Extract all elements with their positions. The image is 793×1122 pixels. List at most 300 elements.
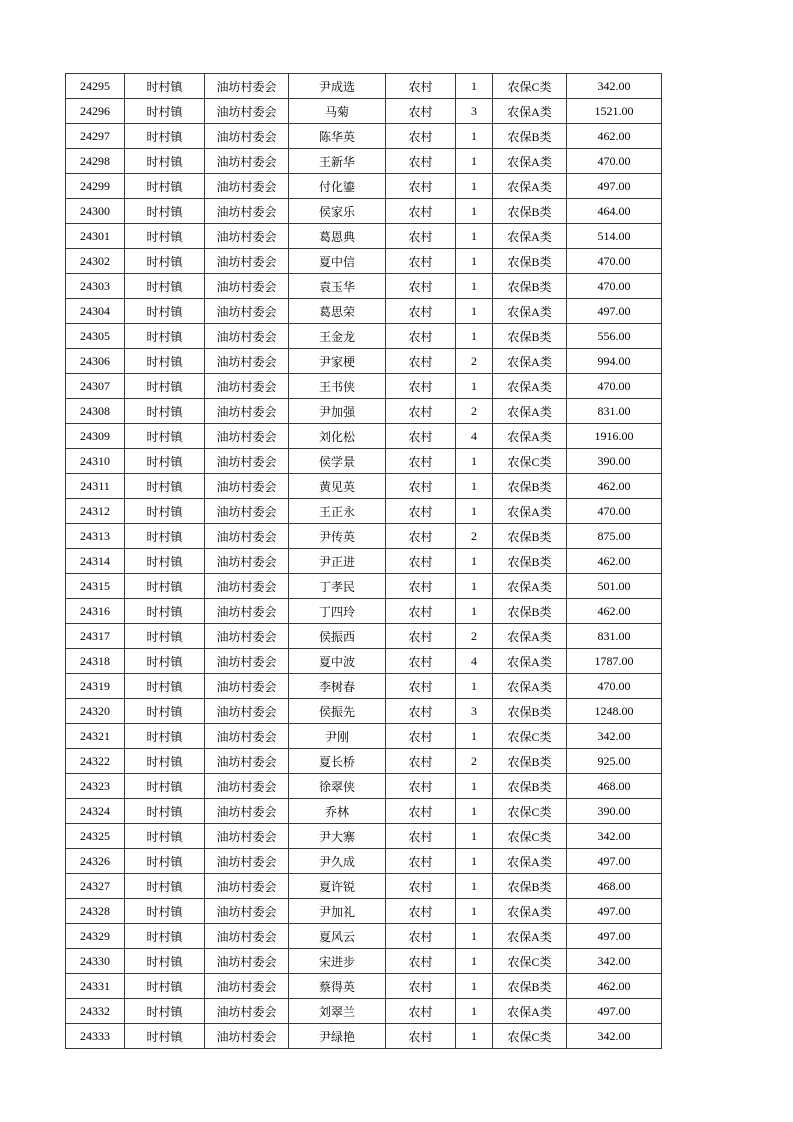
cell-name: 夏长桥 (289, 749, 386, 774)
cell-village: 油坊村委会 (205, 774, 289, 799)
cell-count: 1 (456, 274, 493, 299)
cell-amount: 462.00 (567, 599, 662, 624)
cell-residence: 农村 (386, 799, 456, 824)
cell-village: 油坊村委会 (205, 249, 289, 274)
table-row (66, 124, 662, 149)
cell-residence: 农村 (386, 74, 456, 99)
cell-name: 尹刚 (289, 724, 386, 749)
cell-count: 1 (456, 499, 493, 524)
table-row (66, 899, 662, 924)
cell-residence: 农村 (386, 424, 456, 449)
cell-residence: 农村 (386, 749, 456, 774)
cell-village: 油坊村委会 (205, 974, 289, 999)
cell-name: 宋进步 (289, 949, 386, 974)
cell-village: 油坊村委会 (205, 749, 289, 774)
table-row (66, 849, 662, 874)
cell-id: 24300 (66, 199, 125, 224)
cell-name: 尹加强 (289, 399, 386, 424)
cell-category: 农保B类 (493, 699, 567, 724)
cell-residence: 农村 (386, 699, 456, 724)
cell-count: 1 (456, 449, 493, 474)
cell-town: 时村镇 (125, 624, 205, 649)
table-row (66, 324, 662, 349)
cell-count: 4 (456, 424, 493, 449)
cell-village: 油坊村委会 (205, 874, 289, 899)
cell-village: 油坊村委会 (205, 399, 289, 424)
cell-category: 农保A类 (493, 999, 567, 1024)
cell-count: 1 (456, 249, 493, 274)
table-row (66, 1024, 662, 1049)
cell-town: 时村镇 (125, 649, 205, 674)
cell-category: 农保A类 (493, 349, 567, 374)
cell-amount: 497.00 (567, 899, 662, 924)
table-row (66, 724, 662, 749)
cell-amount: 1787.00 (567, 649, 662, 674)
cell-town: 时村镇 (125, 249, 205, 274)
cell-residence: 农村 (386, 899, 456, 924)
cell-category: 农保A类 (493, 624, 567, 649)
table-row (66, 949, 662, 974)
cell-town: 时村镇 (125, 874, 205, 899)
cell-village: 油坊村委会 (205, 449, 289, 474)
cell-residence: 农村 (386, 349, 456, 374)
cell-category: 农保B类 (493, 599, 567, 624)
cell-category: 农保B类 (493, 874, 567, 899)
cell-id: 24296 (66, 99, 125, 124)
cell-id: 24333 (66, 1024, 125, 1049)
cell-category: 农保A类 (493, 374, 567, 399)
cell-count: 1 (456, 849, 493, 874)
cell-count: 2 (456, 349, 493, 374)
cell-town: 时村镇 (125, 724, 205, 749)
cell-residence: 农村 (386, 549, 456, 574)
cell-town: 时村镇 (125, 699, 205, 724)
cell-id: 24298 (66, 149, 125, 174)
cell-category: 农保A类 (493, 899, 567, 924)
cell-amount: 342.00 (567, 724, 662, 749)
table-row (66, 449, 662, 474)
cell-count: 1 (456, 674, 493, 699)
cell-count: 1 (456, 74, 493, 99)
cell-amount: 462.00 (567, 124, 662, 149)
cell-residence: 农村 (386, 324, 456, 349)
cell-id: 24299 (66, 174, 125, 199)
cell-residence: 农村 (386, 299, 456, 324)
cell-count: 1 (456, 924, 493, 949)
cell-residence: 农村 (386, 374, 456, 399)
payment-table (65, 73, 662, 1049)
cell-town: 时村镇 (125, 849, 205, 874)
cell-name: 尹加礼 (289, 899, 386, 924)
cell-village: 油坊村委会 (205, 299, 289, 324)
cell-name: 葛思荣 (289, 299, 386, 324)
cell-count: 1 (456, 299, 493, 324)
cell-id: 24301 (66, 224, 125, 249)
cell-village: 油坊村委会 (205, 99, 289, 124)
cell-residence: 农村 (386, 624, 456, 649)
cell-name: 夏中波 (289, 649, 386, 674)
cell-town: 时村镇 (125, 799, 205, 824)
cell-residence: 农村 (386, 724, 456, 749)
cell-id: 24308 (66, 399, 125, 424)
cell-count: 1 (456, 999, 493, 1024)
cell-category: 农保B类 (493, 524, 567, 549)
cell-name: 徐翠侠 (289, 774, 386, 799)
cell-amount: 501.00 (567, 574, 662, 599)
table-row (66, 999, 662, 1024)
cell-name: 尹大寨 (289, 824, 386, 849)
cell-category: 农保C类 (493, 824, 567, 849)
cell-name: 丁孝民 (289, 574, 386, 599)
cell-town: 时村镇 (125, 549, 205, 574)
cell-residence: 农村 (386, 174, 456, 199)
cell-category: 农保C类 (493, 799, 567, 824)
cell-name: 王正永 (289, 499, 386, 524)
table-row (66, 299, 662, 324)
cell-town: 时村镇 (125, 374, 205, 399)
cell-town: 时村镇 (125, 349, 205, 374)
cell-count: 2 (456, 749, 493, 774)
table-row (66, 74, 662, 99)
cell-category: 农保A类 (493, 499, 567, 524)
cell-town: 时村镇 (125, 824, 205, 849)
cell-village: 油坊村委会 (205, 324, 289, 349)
cell-id: 24306 (66, 349, 125, 374)
cell-residence: 农村 (386, 999, 456, 1024)
cell-category: 农保A类 (493, 299, 567, 324)
cell-name: 刘翠兰 (289, 999, 386, 1024)
cell-village: 油坊村委会 (205, 574, 289, 599)
cell-id: 24322 (66, 749, 125, 774)
cell-residence: 农村 (386, 874, 456, 899)
cell-village: 油坊村委会 (205, 74, 289, 99)
cell-name: 侯家乐 (289, 199, 386, 224)
cell-amount: 470.00 (567, 149, 662, 174)
table-row (66, 824, 662, 849)
cell-category: 农保B类 (493, 124, 567, 149)
cell-town: 时村镇 (125, 124, 205, 149)
cell-name: 夏中信 (289, 249, 386, 274)
cell-id: 24305 (66, 324, 125, 349)
cell-count: 1 (456, 574, 493, 599)
cell-residence: 农村 (386, 149, 456, 174)
cell-village: 油坊村委会 (205, 799, 289, 824)
cell-name: 刘化松 (289, 424, 386, 449)
cell-name: 夏风云 (289, 924, 386, 949)
cell-town: 时村镇 (125, 224, 205, 249)
cell-amount: 470.00 (567, 674, 662, 699)
cell-name: 黄见英 (289, 474, 386, 499)
table-row (66, 149, 662, 174)
table-row (66, 599, 662, 624)
cell-count: 1 (456, 1024, 493, 1049)
cell-village: 油坊村委会 (205, 949, 289, 974)
cell-town: 时村镇 (125, 899, 205, 924)
cell-category: 农保A类 (493, 224, 567, 249)
table-row (66, 874, 662, 899)
cell-town: 时村镇 (125, 274, 205, 299)
cell-id: 24303 (66, 274, 125, 299)
cell-village: 油坊村委会 (205, 699, 289, 724)
cell-name: 王金龙 (289, 324, 386, 349)
cell-count: 1 (456, 224, 493, 249)
cell-count: 1 (456, 874, 493, 899)
cell-id: 24316 (66, 599, 125, 624)
cell-name: 蔡得英 (289, 974, 386, 999)
cell-category: 农保C类 (493, 74, 567, 99)
table-row (66, 99, 662, 124)
cell-amount: 1248.00 (567, 699, 662, 724)
cell-amount: 390.00 (567, 449, 662, 474)
cell-id: 24332 (66, 999, 125, 1024)
table-row (66, 574, 662, 599)
cell-residence: 农村 (386, 849, 456, 874)
cell-id: 24297 (66, 124, 125, 149)
cell-amount: 468.00 (567, 874, 662, 899)
cell-category: 农保C类 (493, 724, 567, 749)
cell-amount: 468.00 (567, 774, 662, 799)
cell-amount: 994.00 (567, 349, 662, 374)
cell-amount: 342.00 (567, 74, 662, 99)
cell-residence: 农村 (386, 474, 456, 499)
cell-village: 油坊村委会 (205, 824, 289, 849)
table-row (66, 224, 662, 249)
cell-id: 24312 (66, 499, 125, 524)
table-row (66, 624, 662, 649)
cell-count: 1 (456, 199, 493, 224)
cell-amount: 514.00 (567, 224, 662, 249)
cell-category: 农保A类 (493, 849, 567, 874)
cell-amount: 925.00 (567, 749, 662, 774)
cell-name: 王书侠 (289, 374, 386, 399)
cell-amount: 497.00 (567, 999, 662, 1024)
cell-residence: 农村 (386, 274, 456, 299)
table-row (66, 499, 662, 524)
cell-amount: 875.00 (567, 524, 662, 549)
cell-name: 尹传英 (289, 524, 386, 549)
cell-town: 时村镇 (125, 574, 205, 599)
cell-village: 油坊村委会 (205, 924, 289, 949)
table-row (66, 649, 662, 674)
cell-amount: 342.00 (567, 1024, 662, 1049)
cell-count: 1 (456, 149, 493, 174)
cell-amount: 342.00 (567, 949, 662, 974)
table-row (66, 399, 662, 424)
table-row (66, 799, 662, 824)
cell-id: 24310 (66, 449, 125, 474)
cell-residence: 农村 (386, 949, 456, 974)
cell-category: 农保C类 (493, 1024, 567, 1049)
cell-town: 时村镇 (125, 999, 205, 1024)
cell-id: 24324 (66, 799, 125, 824)
cell-village: 油坊村委会 (205, 374, 289, 399)
cell-id: 24318 (66, 649, 125, 674)
table-row (66, 774, 662, 799)
cell-count: 1 (456, 799, 493, 824)
cell-count: 3 (456, 99, 493, 124)
cell-count: 2 (456, 524, 493, 549)
cell-id: 24304 (66, 299, 125, 324)
cell-category: 农保B类 (493, 274, 567, 299)
cell-category: 农保B类 (493, 249, 567, 274)
cell-amount: 1916.00 (567, 424, 662, 449)
cell-count: 2 (456, 399, 493, 424)
cell-count: 2 (456, 624, 493, 649)
table-row (66, 549, 662, 574)
cell-count: 1 (456, 949, 493, 974)
cell-town: 时村镇 (125, 974, 205, 999)
cell-amount: 470.00 (567, 249, 662, 274)
cell-category: 农保A类 (493, 424, 567, 449)
cell-count: 1 (456, 374, 493, 399)
cell-residence: 农村 (386, 974, 456, 999)
cell-town: 时村镇 (125, 524, 205, 549)
table-row (66, 274, 662, 299)
cell-amount: 831.00 (567, 624, 662, 649)
cell-town: 时村镇 (125, 149, 205, 174)
cell-town: 时村镇 (125, 424, 205, 449)
table-row (66, 924, 662, 949)
cell-town: 时村镇 (125, 199, 205, 224)
cell-category: 农保B类 (493, 774, 567, 799)
cell-residence: 农村 (386, 224, 456, 249)
cell-category: 农保B类 (493, 324, 567, 349)
cell-village: 油坊村委会 (205, 899, 289, 924)
cell-id: 24329 (66, 924, 125, 949)
cell-town: 时村镇 (125, 924, 205, 949)
cell-village: 油坊村委会 (205, 474, 289, 499)
cell-residence: 农村 (386, 649, 456, 674)
cell-amount: 470.00 (567, 374, 662, 399)
cell-town: 时村镇 (125, 449, 205, 474)
cell-residence: 农村 (386, 499, 456, 524)
table-body (66, 74, 662, 1049)
cell-category: 农保B类 (493, 549, 567, 574)
cell-amount: 462.00 (567, 549, 662, 574)
cell-id: 24325 (66, 824, 125, 849)
cell-id: 24330 (66, 949, 125, 974)
cell-village: 油坊村委会 (205, 424, 289, 449)
cell-town: 时村镇 (125, 74, 205, 99)
cell-amount: 556.00 (567, 324, 662, 349)
cell-name: 尹正进 (289, 549, 386, 574)
cell-residence: 农村 (386, 99, 456, 124)
cell-town: 时村镇 (125, 949, 205, 974)
table-row (66, 674, 662, 699)
cell-residence: 农村 (386, 924, 456, 949)
cell-town: 时村镇 (125, 674, 205, 699)
cell-village: 油坊村委会 (205, 849, 289, 874)
cell-category: 农保C类 (493, 949, 567, 974)
cell-village: 油坊村委会 (205, 524, 289, 549)
cell-name: 乔林 (289, 799, 386, 824)
cell-count: 4 (456, 649, 493, 674)
cell-name: 葛恩典 (289, 224, 386, 249)
cell-id: 24319 (66, 674, 125, 699)
table-row (66, 374, 662, 399)
cell-town: 时村镇 (125, 749, 205, 774)
cell-id: 24309 (66, 424, 125, 449)
cell-name: 尹久成 (289, 849, 386, 874)
cell-id: 24328 (66, 899, 125, 924)
cell-village: 油坊村委会 (205, 124, 289, 149)
cell-amount: 497.00 (567, 849, 662, 874)
table-row (66, 699, 662, 724)
cell-amount: 464.00 (567, 199, 662, 224)
cell-town: 时村镇 (125, 474, 205, 499)
cell-name: 尹绿艳 (289, 1024, 386, 1049)
cell-category: 农保A类 (493, 174, 567, 199)
cell-category: 农保A类 (493, 574, 567, 599)
table-row (66, 474, 662, 499)
cell-count: 1 (456, 474, 493, 499)
cell-residence: 农村 (386, 774, 456, 799)
cell-category: 农保A类 (493, 924, 567, 949)
cell-amount: 831.00 (567, 399, 662, 424)
cell-town: 时村镇 (125, 174, 205, 199)
table-row (66, 424, 662, 449)
cell-count: 1 (456, 974, 493, 999)
cell-id: 24326 (66, 849, 125, 874)
cell-count: 1 (456, 549, 493, 574)
cell-village: 油坊村委会 (205, 674, 289, 699)
table-row (66, 349, 662, 374)
cell-residence: 农村 (386, 524, 456, 549)
cell-id: 24314 (66, 549, 125, 574)
cell-count: 1 (456, 324, 493, 349)
cell-count: 1 (456, 124, 493, 149)
cell-id: 24295 (66, 74, 125, 99)
cell-name: 王新华 (289, 149, 386, 174)
cell-town: 时村镇 (125, 99, 205, 124)
cell-amount: 1521.00 (567, 99, 662, 124)
cell-amount: 497.00 (567, 299, 662, 324)
cell-village: 油坊村委会 (205, 274, 289, 299)
cell-residence: 农村 (386, 449, 456, 474)
cell-name: 陈华英 (289, 124, 386, 149)
cell-count: 1 (456, 824, 493, 849)
cell-town: 时村镇 (125, 599, 205, 624)
cell-count: 1 (456, 599, 493, 624)
cell-town: 时村镇 (125, 324, 205, 349)
cell-id: 24317 (66, 624, 125, 649)
cell-residence: 农村 (386, 124, 456, 149)
cell-id: 24315 (66, 574, 125, 599)
table-row (66, 249, 662, 274)
cell-category: 农保B类 (493, 974, 567, 999)
table-row (66, 749, 662, 774)
cell-id: 24311 (66, 474, 125, 499)
cell-count: 3 (456, 699, 493, 724)
cell-category: 农保B类 (493, 474, 567, 499)
cell-village: 油坊村委会 (205, 624, 289, 649)
cell-id: 24307 (66, 374, 125, 399)
cell-village: 油坊村委会 (205, 224, 289, 249)
cell-residence: 农村 (386, 824, 456, 849)
cell-residence: 农村 (386, 199, 456, 224)
cell-name: 侯学景 (289, 449, 386, 474)
table-row (66, 199, 662, 224)
cell-residence: 农村 (386, 674, 456, 699)
cell-category: 农保C类 (493, 449, 567, 474)
cell-residence: 农村 (386, 599, 456, 624)
cell-village: 油坊村委会 (205, 199, 289, 224)
cell-amount: 470.00 (567, 274, 662, 299)
cell-category: 农保B类 (493, 749, 567, 774)
cell-village: 油坊村委会 (205, 349, 289, 374)
cell-category: 农保B类 (493, 199, 567, 224)
table-row (66, 174, 662, 199)
